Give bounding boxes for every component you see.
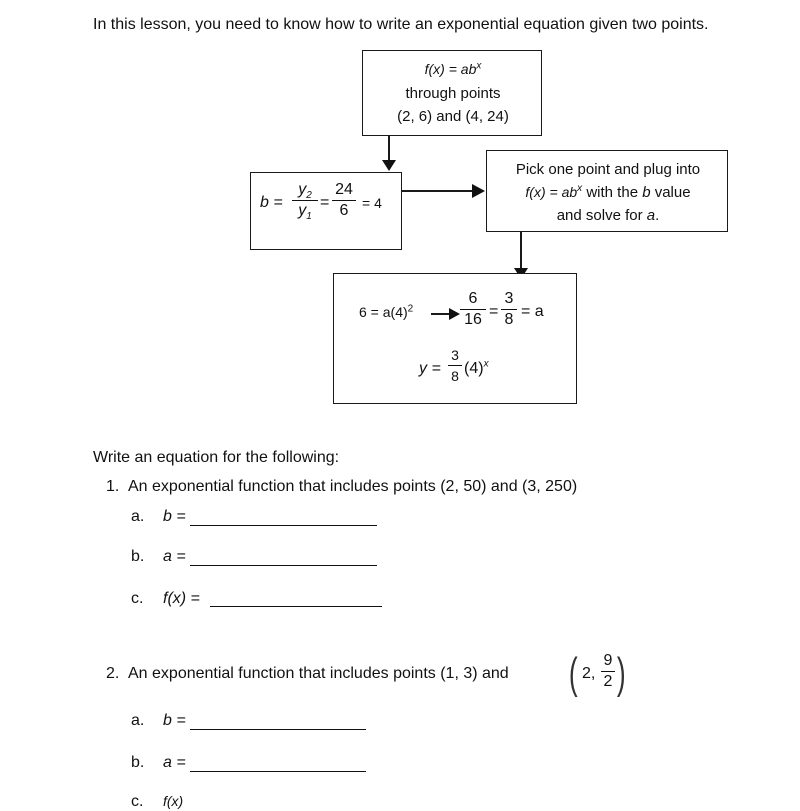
bottom-f3-num: 3: [451, 347, 459, 363]
bottom-eq-right: = a: [521, 303, 544, 320]
left-den: 6: [339, 202, 349, 219]
q2a-answer-field[interactable]: [190, 729, 366, 730]
q1b-label: a =: [163, 548, 186, 565]
right-b-var: b: [642, 184, 651, 201]
q2b-answer-field[interactable]: [190, 771, 366, 772]
q1c-letter: c.: [131, 590, 144, 607]
q1c-label: f(x) =: [163, 590, 200, 607]
flow-right-box: [486, 150, 728, 232]
q2b-letter: b.: [131, 754, 145, 771]
right-line-2-text: with the: [582, 184, 643, 201]
q2-point-num: 9: [603, 652, 613, 669]
bottom-f1-num: 6: [468, 290, 478, 307]
bottom-base: (4): [464, 360, 484, 377]
bottom-f3-den: 8: [451, 368, 459, 384]
q2-point-den: 2: [603, 673, 613, 690]
right-line-3-end: .: [655, 207, 660, 224]
q1a-answer-field[interactable]: [190, 525, 377, 526]
exercise-heading: Write an equation for the following:: [93, 449, 340, 466]
left-eq1: =: [320, 194, 330, 211]
q2-number: 2.: [106, 665, 120, 682]
intro-text: In this lesson, you need to know how to write an exponential equation given two points.: [93, 16, 709, 33]
left-num: 24: [335, 181, 353, 198]
top-line-2: through points: [405, 85, 501, 102]
top-formula-exponent: x: [476, 60, 482, 72]
flow-left-box: [250, 172, 402, 250]
bottom-eq-mid: =: [489, 303, 499, 320]
q2-point-x: 2,: [582, 665, 596, 682]
arrow-left-right-head: [472, 184, 486, 198]
arrow-right-down-line: [520, 232, 522, 269]
q2a-label: b =: [163, 712, 186, 729]
left-b-eq: b =: [260, 194, 283, 211]
q1-text: An exponential function that includes points (2, 50) and (3, 250): [128, 478, 578, 495]
left-y2-sub: 2: [306, 190, 312, 202]
arrow-top-down-line: [388, 136, 390, 162]
arrow-left-right-line: [402, 190, 474, 192]
q1a-letter: a.: [131, 508, 145, 525]
top-line-3: (2, 6) and (4, 24): [397, 108, 509, 125]
q2a-letter: a.: [131, 712, 145, 729]
q2-left-paren: (: [568, 649, 578, 698]
right-line-2-end: value: [650, 184, 691, 201]
q2-right-paren: ): [616, 649, 626, 698]
top-formula: f(x) = ab: [424, 61, 477, 77]
right-line-3-text: and solve for: [556, 207, 647, 224]
bottom-base-exp: x: [483, 358, 489, 370]
bottom-f1-den: 16: [464, 311, 482, 328]
bottom-arrow-line: [431, 313, 451, 315]
bottom-y-eq: y =: [419, 360, 441, 377]
arrow-top-down-head: [382, 160, 396, 172]
q1b-letter: b.: [131, 548, 145, 565]
left-y2: y: [298, 181, 307, 198]
right-formula-exponent: x: [577, 183, 583, 194]
q2b-label: a =: [163, 754, 186, 771]
q2c-letter: c.: [131, 793, 144, 810]
q1-number: 1.: [106, 478, 120, 495]
right-a-var: a: [646, 207, 656, 224]
left-y1: y: [298, 202, 307, 219]
left-y1-sub: 1: [306, 211, 312, 223]
flow-top-box: [362, 50, 542, 136]
q2c-label: f(x): [163, 793, 184, 809]
q2-text: An exponential function that includes points (1, 3) and: [128, 665, 509, 682]
left-result: = 4: [362, 195, 382, 211]
q1c-answer-field[interactable]: [210, 606, 382, 607]
bottom-f2-num: 3: [504, 290, 514, 307]
right-line-1: Pick one point and plug into: [515, 161, 701, 178]
bottom-f2-den: 8: [504, 311, 514, 328]
bottom-eq-left-exp: 2: [407, 303, 414, 315]
flow-bottom-box: [333, 273, 577, 404]
bottom-eq-left: 6 = a(4): [359, 304, 408, 320]
q1a-label: b =: [163, 508, 186, 525]
right-formula: f(x) = ab: [525, 184, 578, 200]
q1b-answer-field[interactable]: [190, 565, 377, 566]
